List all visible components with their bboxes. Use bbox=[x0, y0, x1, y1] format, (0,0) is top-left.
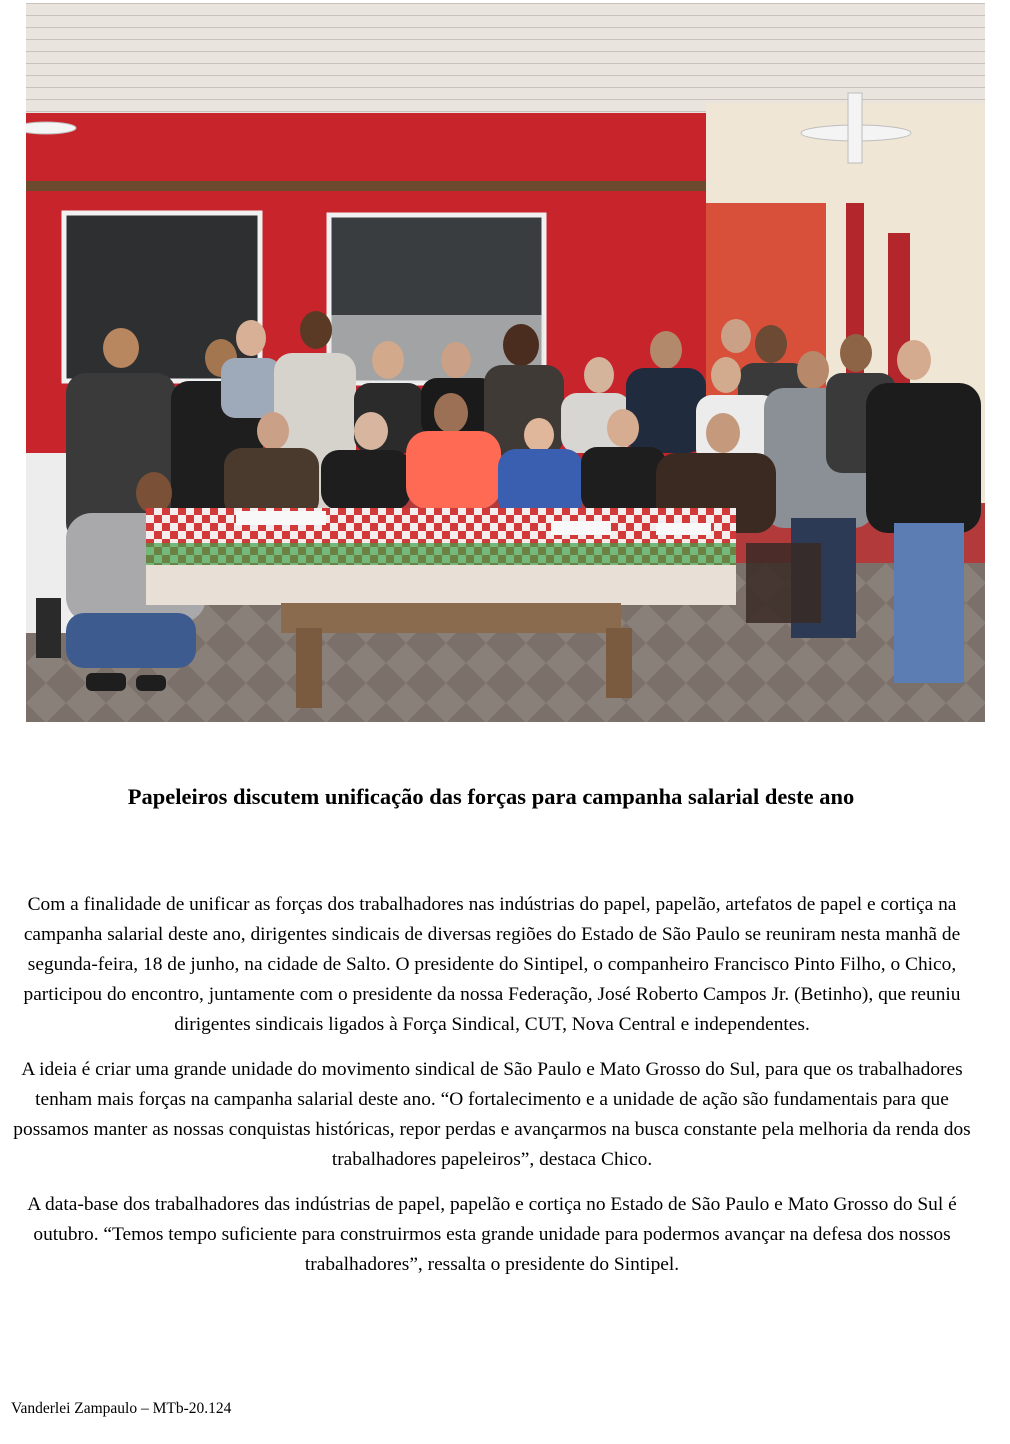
article-paragraph-2: A ideia é criar uma grande unidade do movimento sindical de São Paulo e Mato Grosso do Sul, para que os trabalhadores tenham mais forças na campanha salarial deste ano. “O fortalecimento e a unidade de ação são fundamentais para que possamos manter as nossas conquistas históricas, repor perdas e avançarmos na busca constante pela melhoria da renda dos trabalhadores papeleiros”, destaca Chico. bbox=[13, 1059, 971, 1170]
article-body bbox=[8, 890, 976, 1295]
article-paragraph-3: A data-base dos trabalhadores das indústrias de papel, papelão e cortiça no Estado de São Paulo e Mato Grosso do Sul é outubro. “Temos tempo suficiente para construirmos esta grande unidade para podermos avançar na defesa dos nossos trabalhadores”, ressalta o presidente do Sintipel. bbox=[27, 1194, 957, 1275]
author-byline: Vanderlei Zampaulo – MTb-20.124 bbox=[11, 1400, 232, 1417]
article-headline: Papeleiros discutem unificação das forças para campanha salarial deste ano bbox=[127, 784, 855, 809]
article-paragraph-1: Com a finalidade de unificar as forças dos trabalhadores nas indústrias do papel, papelão, artefatos de papel e cortiça na campanha salarial deste ano, dirigentes sindicais de diversas regiões do Estado de São Paulo se reuniram nesta manhã de segunda-feira, 18 de junho, na cidade de Salto. O presidente do Sintipel, o companheiro Francisco Pinto Filho, o Chico, participou do encontro, juntamente com o presidente da nossa Federação, José Roberto Campos Jr. (Betinho), que reuniu dirigentes sindicais ligados à Força Sindical, CUT, Nova Central e independentes. bbox=[23, 894, 961, 1035]
group-photo-illustration bbox=[26, 3, 985, 722]
group-photo bbox=[26, 3, 985, 722]
